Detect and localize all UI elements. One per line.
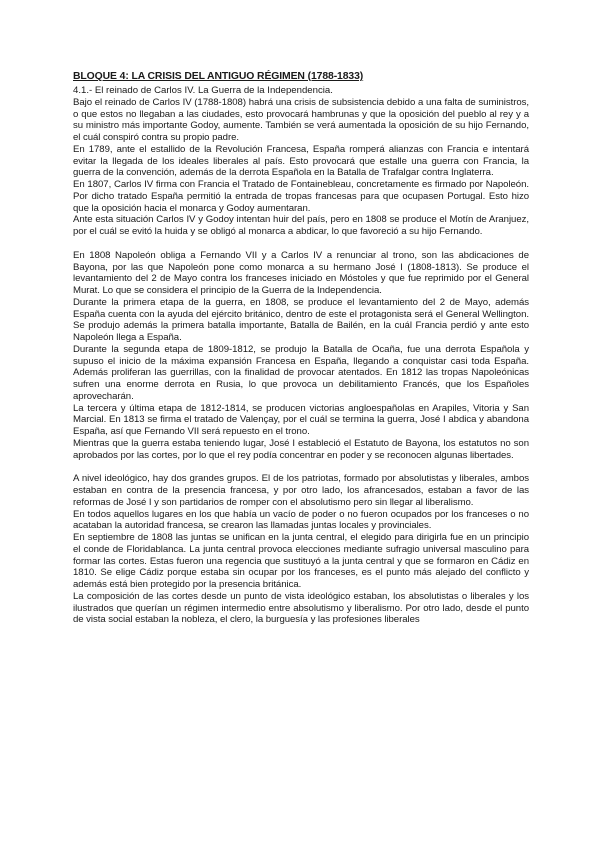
- paragraph: Mientras que la guerra estaba teniendo lugar, José I estableció el Estatuto de Bayona, los estatutos no son aprobados por las cortes, por lo que el rey podía concentrar en poder y se reconocen algunas libertades.: [73, 437, 529, 461]
- paragraph: Durante la primera etapa de la guerra, en 1808, se produce el levantamiento del 2 de Mayo, además España cuenta con la ayuda del ejército británico, dentro de este el protagonista será el General Wellington. Se produjo además la primera batalla importante, Batalla de Bailén, en la cuál Francia perdió y ante esto Napoleón llega a España.: [73, 296, 529, 344]
- paragraph: Durante la segunda etapa de 1809-1812, se produjo la Batalla de Ocaña, fue una derrota Española y supuso el inicio de la máxima expansión Francesa en España, llegando a conquistar casi toda España. Además proliferan las guerrillas, con la finalidad de provocar atentados. En 1812 las tropas Napoleónicas sufren una enorme derrota en Rusia, lo que provoca un debilitamiento Francés, que los Españoles aprovecharán.: [73, 343, 529, 402]
- paragraph: En 1807, Carlos IV firma con Francia el Tratado de Fontainebleau, concretamente es firmado por Napoleón. Por dicho tratado España permitió la entrada de tropas francesas para que ocupasen Portugal. Esto hizo que la oposición hacia el monarca y Godoy aumentaran.: [73, 179, 529, 214]
- paragraph: La composición de las cortes desde un punto de vista ideológico estaban, los absolutistas o liberales y los ilustrados que querían un régimen intermedio entre absolutismo y liberalismo. Por otro lado, desde el punto de vista social estaban la nobleza, el clero, la burguesía y las profesiones liberales: [73, 590, 529, 626]
- document-title: BLOQUE 4: LA CRISIS DEL ANTIGUO RÉGIMEN (1788-1833): [73, 71, 364, 82]
- paragraph: Bajo el reinado de Carlos IV (1788-1808) habrá una crisis de subsistencia debido a una falta de suministros, o que estos no llegaban a las ciudades, esto provocará hambrunas y que la oposición del pueblo al rey y a su ministro más importante Godoy, aumente. También se verá aumentada la oposición de su hijo Fernando, el cuál conspiró contra su propio padre.: [73, 96, 529, 144]
- paragraph: En 1808 Napoleón obliga a Fernando VII y a Carlos IV a renunciar al trono, son las abdicaciones de Bayona, por las que Napoleón pone como monarca a su hermano José I (1808-1813). Se produce el levantamiento del 2 de Mayo contra los franceses iniciado en Móstoles y que fue reprimido por el General Murat. Lo que se considera el principio de la Guerra de la Independencia.: [73, 249, 529, 297]
- section-reinado-carlos-iv: [73, 97, 529, 238]
- section-nivel-ideologico: [73, 473, 529, 626]
- paragraph: En 1789, ante el estallido de la Revolución Francesa, España romperá alianzas con Francia e intentará evitar la llegada de los ideales liberales al país. Esto provocará que estalle una guerra con Francia, la guerra de la convención, además de la derrota Española en la Batalla de Trafalgar contra Inglaterra.: [73, 143, 529, 179]
- section-guerra-independencia: [73, 250, 529, 462]
- paragraph: A nivel ideológico, hay dos grandes grupos. El de los patriotas, formado por absolutistas y liberales, ambos estaban en contra de la presencia francesa, y por otro lado, los afrancesados, estaban a favor de las reformas de José I y son partidarios de romper con el absolutismo pero sin llegar al liberalismo.: [73, 473, 529, 508]
- section-subtitle: 4.1.- El reinado de Carlos IV. La Guerra de la Independencia.: [73, 85, 333, 96]
- paragraph: Ante esta situación Carlos IV y Godoy intentan huir del país, pero en 1808 se produce el Motín de Aranjuez, por el cuál se evitó la huida y se obligó al monarca a abdicar, lo que favoreció a su hijo Fernando.: [73, 214, 529, 238]
- document-page: [73, 71, 529, 626]
- paragraph-gap: [73, 461, 529, 473]
- paragraph: En todos aquellos lugares en los que había un vacío de poder o no fueron ocupados por los franceses o no acataban la autoridad francesa, se crearon las llamadas juntas locales y provinciales.: [73, 508, 529, 532]
- paragraph-gap: [73, 238, 529, 250]
- paragraph: La tercera y última etapa de 1812-1814, se producen victorias angloespañolas en Arapiles, Vitoria y San Marcial. En 1813 se firma el tratado de Valençay, por el cuál se termina la guerra, José I abdica y abandona España, así que Fernando VII será repuesto en el trono.: [73, 402, 529, 438]
- paragraph: En septiembre de 1808 las juntas se unifican en la junta central, el elegido para dirigirla fue en un principio el conde de Floridablanca. La junta central provoca elecciones mediante sufragio universal masculino para formar las cortes. Estas fueron una regencia que sustituyó a la junta central y que se formaron en Cádiz en 1810. Se elige Cádiz porque estaba sin ocupar por los franceses, es el punto más alejado del conflicto y además está bien protegido por la presencia británica.: [73, 532, 529, 591]
